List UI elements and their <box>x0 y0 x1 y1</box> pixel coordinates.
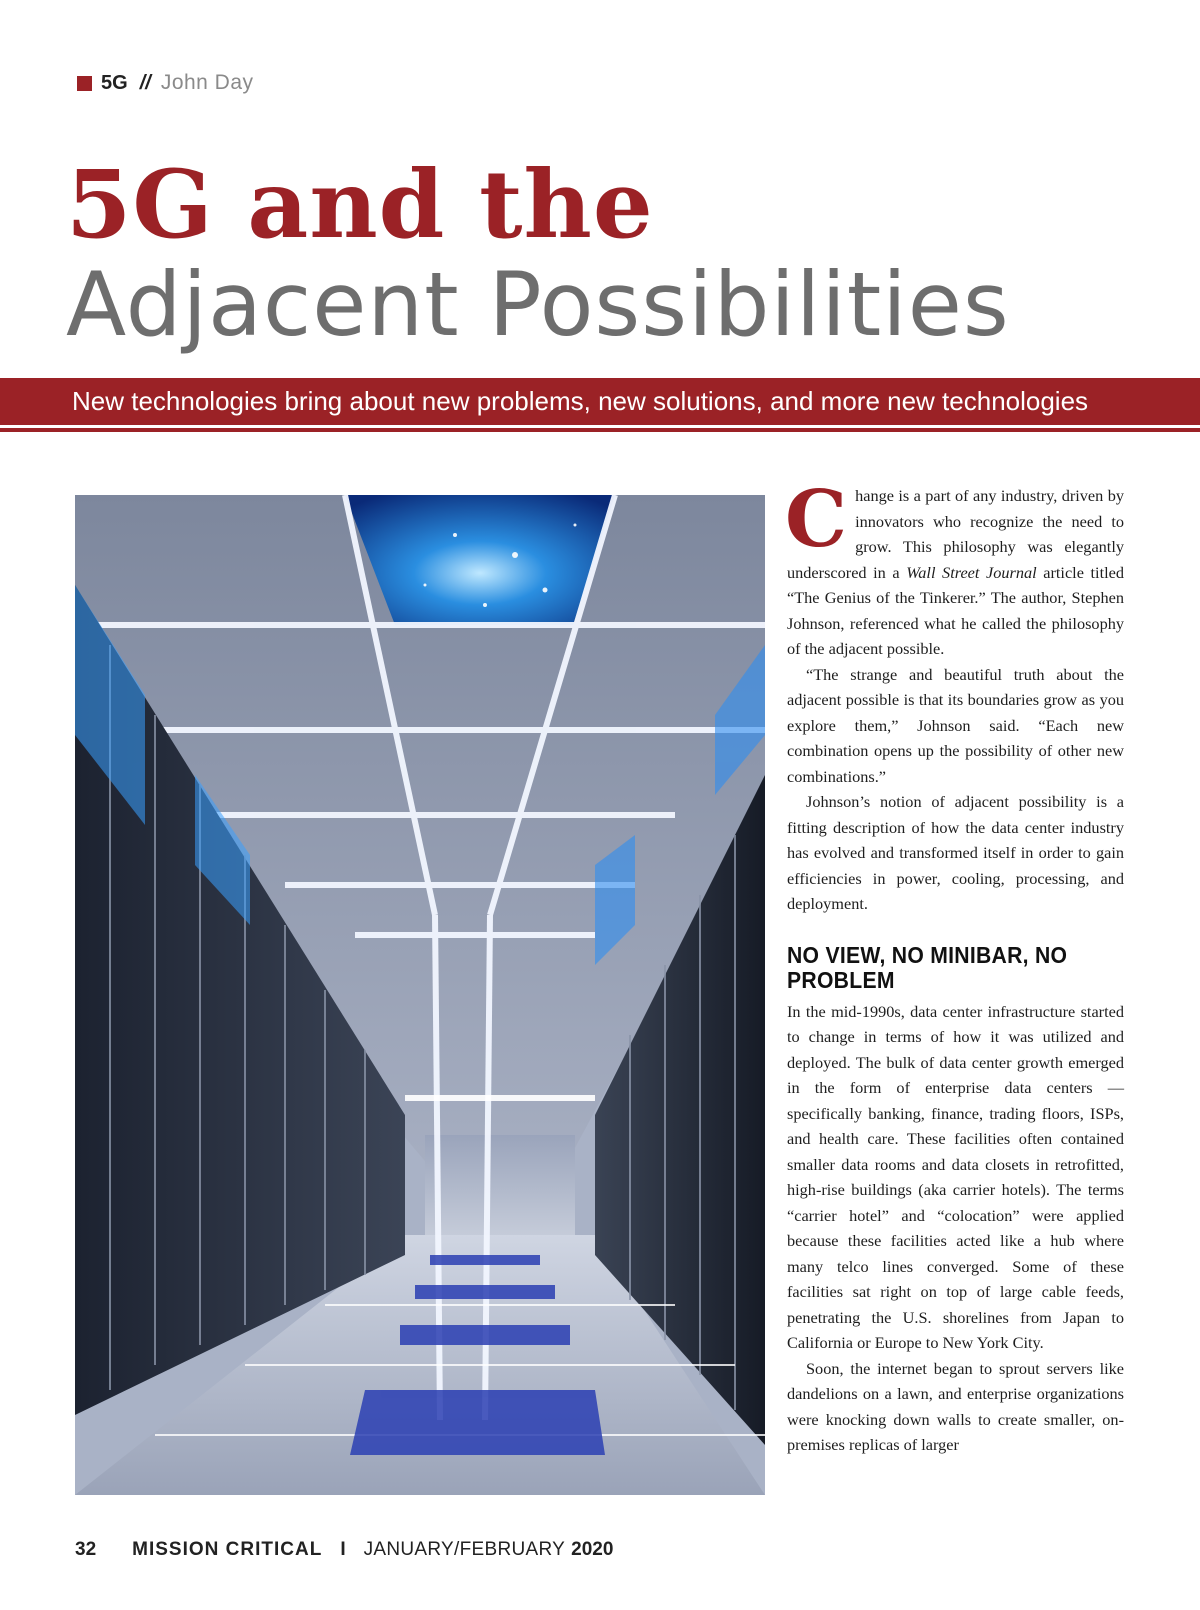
drop-cap: C <box>785 474 848 565</box>
headline-line-2: Adjacent Possibilities <box>66 253 1010 356</box>
deck-text: New technologies bring about new problems, new solutions, and more new technologies <box>72 386 1089 416</box>
author-name: John Day <box>160 71 254 94</box>
issue-year: 2020 <box>571 1539 614 1560</box>
headline-line-1: 5G and the <box>66 150 654 260</box>
paragraph-1-text-a: hange is a part of any industry, driven by innovators who recognize the need to grow. This philosophy was elegantly underscored in a <box>787 486 1124 582</box>
publication-name: Wall Street Journal <box>906 562 1037 582</box>
section-marker-square <box>77 76 92 91</box>
paragraph-2: “The strange and beautiful truth about the adjacent possible is that its boundaries grow as you explore them,” Johnson said. “Each new combination opens up the possibility of other new combinations.” <box>787 664 1124 786</box>
article-body <box>785 474 1124 1458</box>
paragraph-5: Soon, the internet began to sprout servers like dandelions on a lawn, and enterprise organizations were knocking down walls to create smaller, on-premises replicas of larger <box>787 1358 1124 1454</box>
paragraph-1 <box>785 474 1124 662</box>
section-subhead: NO VIEW, NO MINIBAR, NO PROBLEM <box>787 941 1068 993</box>
paragraph-1-text-b: article titled “The Genius of the Tinkerer.” The author, Stephen Johnson, referenced what he called the philosophy of the adjacent possible. <box>787 562 1124 658</box>
section-name: 5G <box>101 71 128 94</box>
section-kicker <box>77 70 254 96</box>
kicker-separator: // <box>139 71 151 94</box>
page-number: 32 <box>75 1539 97 1560</box>
issue-date: JANUARY/FEBRUARY <box>363 1539 566 1560</box>
magazine-name: MISSION CRITICAL <box>132 1539 323 1560</box>
deck-rule <box>0 428 1200 432</box>
page-footer <box>75 1538 613 1562</box>
data-center-photo <box>75 495 765 1495</box>
paragraph-4: In the mid-1990s, data center infrastructure started to change in terms of how it was utilized and deployed. The bulk of data center growth emerged in the form of enterprise data centers — specifically banking, finance, trading floors, ISPs, and health care. These facilities often contained smaller data rooms and data closets in retrofitted, high-rise buildings (aka carrier hotels). The terms “carrier hotel” and “colocation” were applied because these facilities acted like a hub where many telco lines converged. Some of these facilities sat right on top of large cable feeds, penetrating the U.S. shorelines from Japan to California or Europe to New York City. <box>787 1001 1124 1352</box>
paragraph-3: Johnson’s notion of adjacent possibility is a fitting description of how the data center industry has evolved and transformed itself in order to gain efficiencies in power, cooling, processing, and deployment. <box>787 792 1124 913</box>
footer-divider: I <box>340 1539 346 1560</box>
